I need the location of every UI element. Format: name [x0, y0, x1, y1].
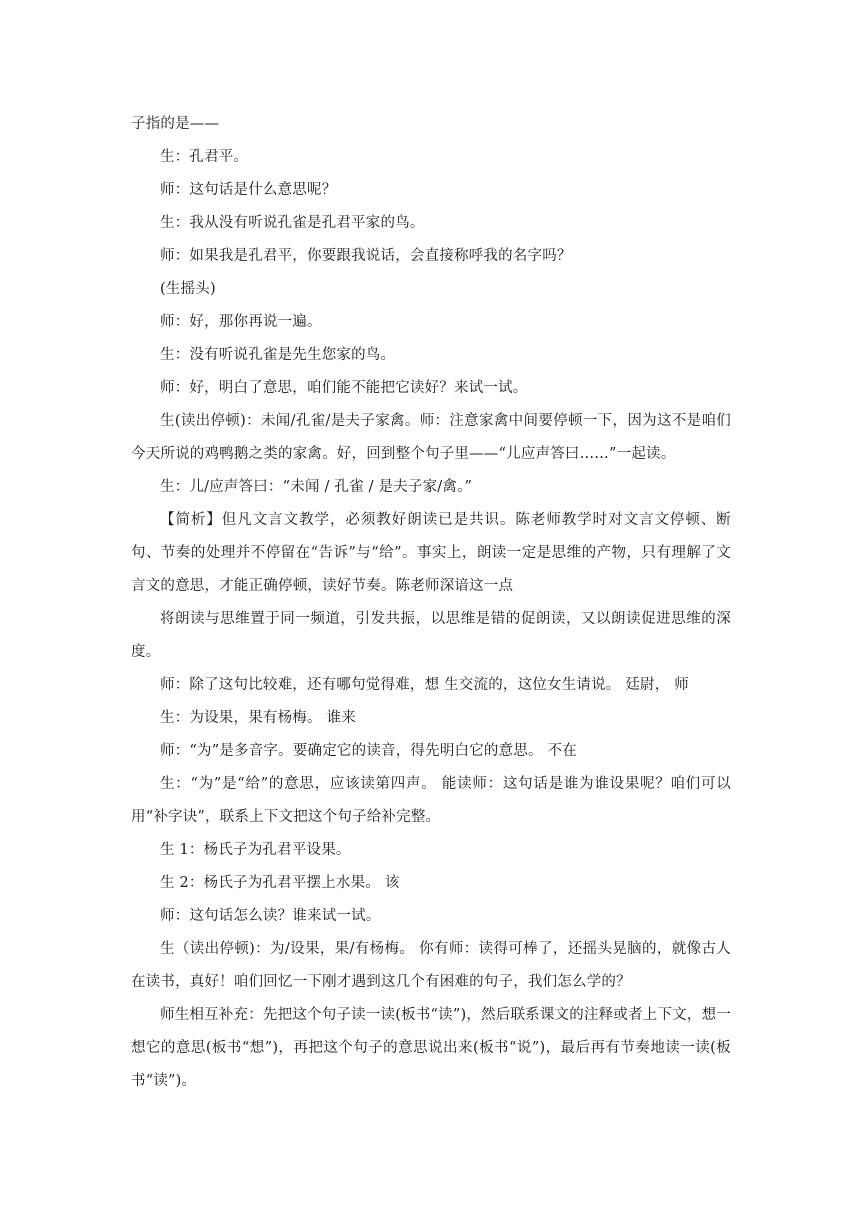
paragraph: 生：我从没有听说孔雀是孔君平家的鸟。 [160, 215, 425, 231]
paragraph: 师：好，那你再说一遍。 [160, 314, 322, 330]
paragraph: 师生相互补充：先把这个句子读一读(板书“读”)，然后联系课文的注释或者上下文，想一想它的意思(板书“想”)，再把这个句子的意思说出来(板书“说”)，最后再有节奏地读一读(板书“读”)。 [131, 1007, 731, 1089]
paragraph: 师：这句话是什么意思呢？ [160, 182, 337, 198]
paragraph: 师：这句话怎么读？谁来试一试。 [160, 908, 381, 924]
paragraph: 师：如果我是孔君平，你要跟我说话，会直接称呼我的名字吗？ [160, 248, 572, 264]
paragraph: 生 1：杨氏子为孔君平设果。 [160, 842, 351, 858]
paragraph: 生 2：杨氏子为孔君平摆上水果。 该 [160, 875, 400, 891]
paragraph: 子指的是—— [131, 116, 220, 132]
paragraph: 【简析】但凡文言文教学，必须教好朗读已是共识。陈老师教学时对文言文停顿、断句、节奏的处理并不停留在“告诉”与“给”。事实上，朗读一定是思维的产物，只有理解了文言文的意思，才能正确停顿，读好节奏。陈老师深谙这一点 [131, 512, 731, 594]
paragraph: 生（读出停顿)：为/设果，果/有杨梅。 你有师：读得可棒了，还摇头晃脑的，就像古人在读书，真好！咱们回忆一下刚才遇到这几个有困难的句子，我们怎么学的？ [131, 941, 731, 990]
paragraph: 将朗读与思维置于同一频道，引发共振，以思维是错的促朗读，又以朗读促进思维的深度。 [131, 611, 731, 660]
paragraph: (生摇头) [160, 281, 216, 297]
paragraph: 师：好，明白了意思，咱们能不能把它读好？来试一试。 [160, 380, 528, 396]
paragraph: 生：没有听说孔雀是先生您家的鸟。 [160, 347, 396, 363]
paragraph: 师：“为”是多音字。要确定它的读音，得先明白它的意思。 不在 [160, 743, 577, 759]
paragraph: 师：除了这句比较难，还有哪句觉得难，想 生交流的，这位女生请说。 廷尉， 师 [160, 677, 689, 693]
paragraph: 生：为设果，果有杨梅。 谁来 [160, 710, 356, 726]
paragraph: 生：“为”是“给”的意思，应该读第四声。 能读师：这句话是谁为谁设果呢？咱们可以用“补字诀”，联系上下文把这个句子给补完整。 [131, 776, 731, 825]
paragraph: 生：儿/应声答曰：“未闻 / 孔雀 / 是夫子家/禽。” [160, 479, 473, 495]
paragraph: 生：孔君平。 [160, 149, 249, 165]
paragraph: 生(读出停顿)：未闻/孔雀/是夫子家禽。师：注意家禽中间要停顿一下，因为这不是咱们今天所说的鸡鸭鹅之类的家禽。好，回到整个句子里——“儿应声答曰……”一起读。 [131, 413, 731, 462]
document-body [131, 108, 731, 1098]
